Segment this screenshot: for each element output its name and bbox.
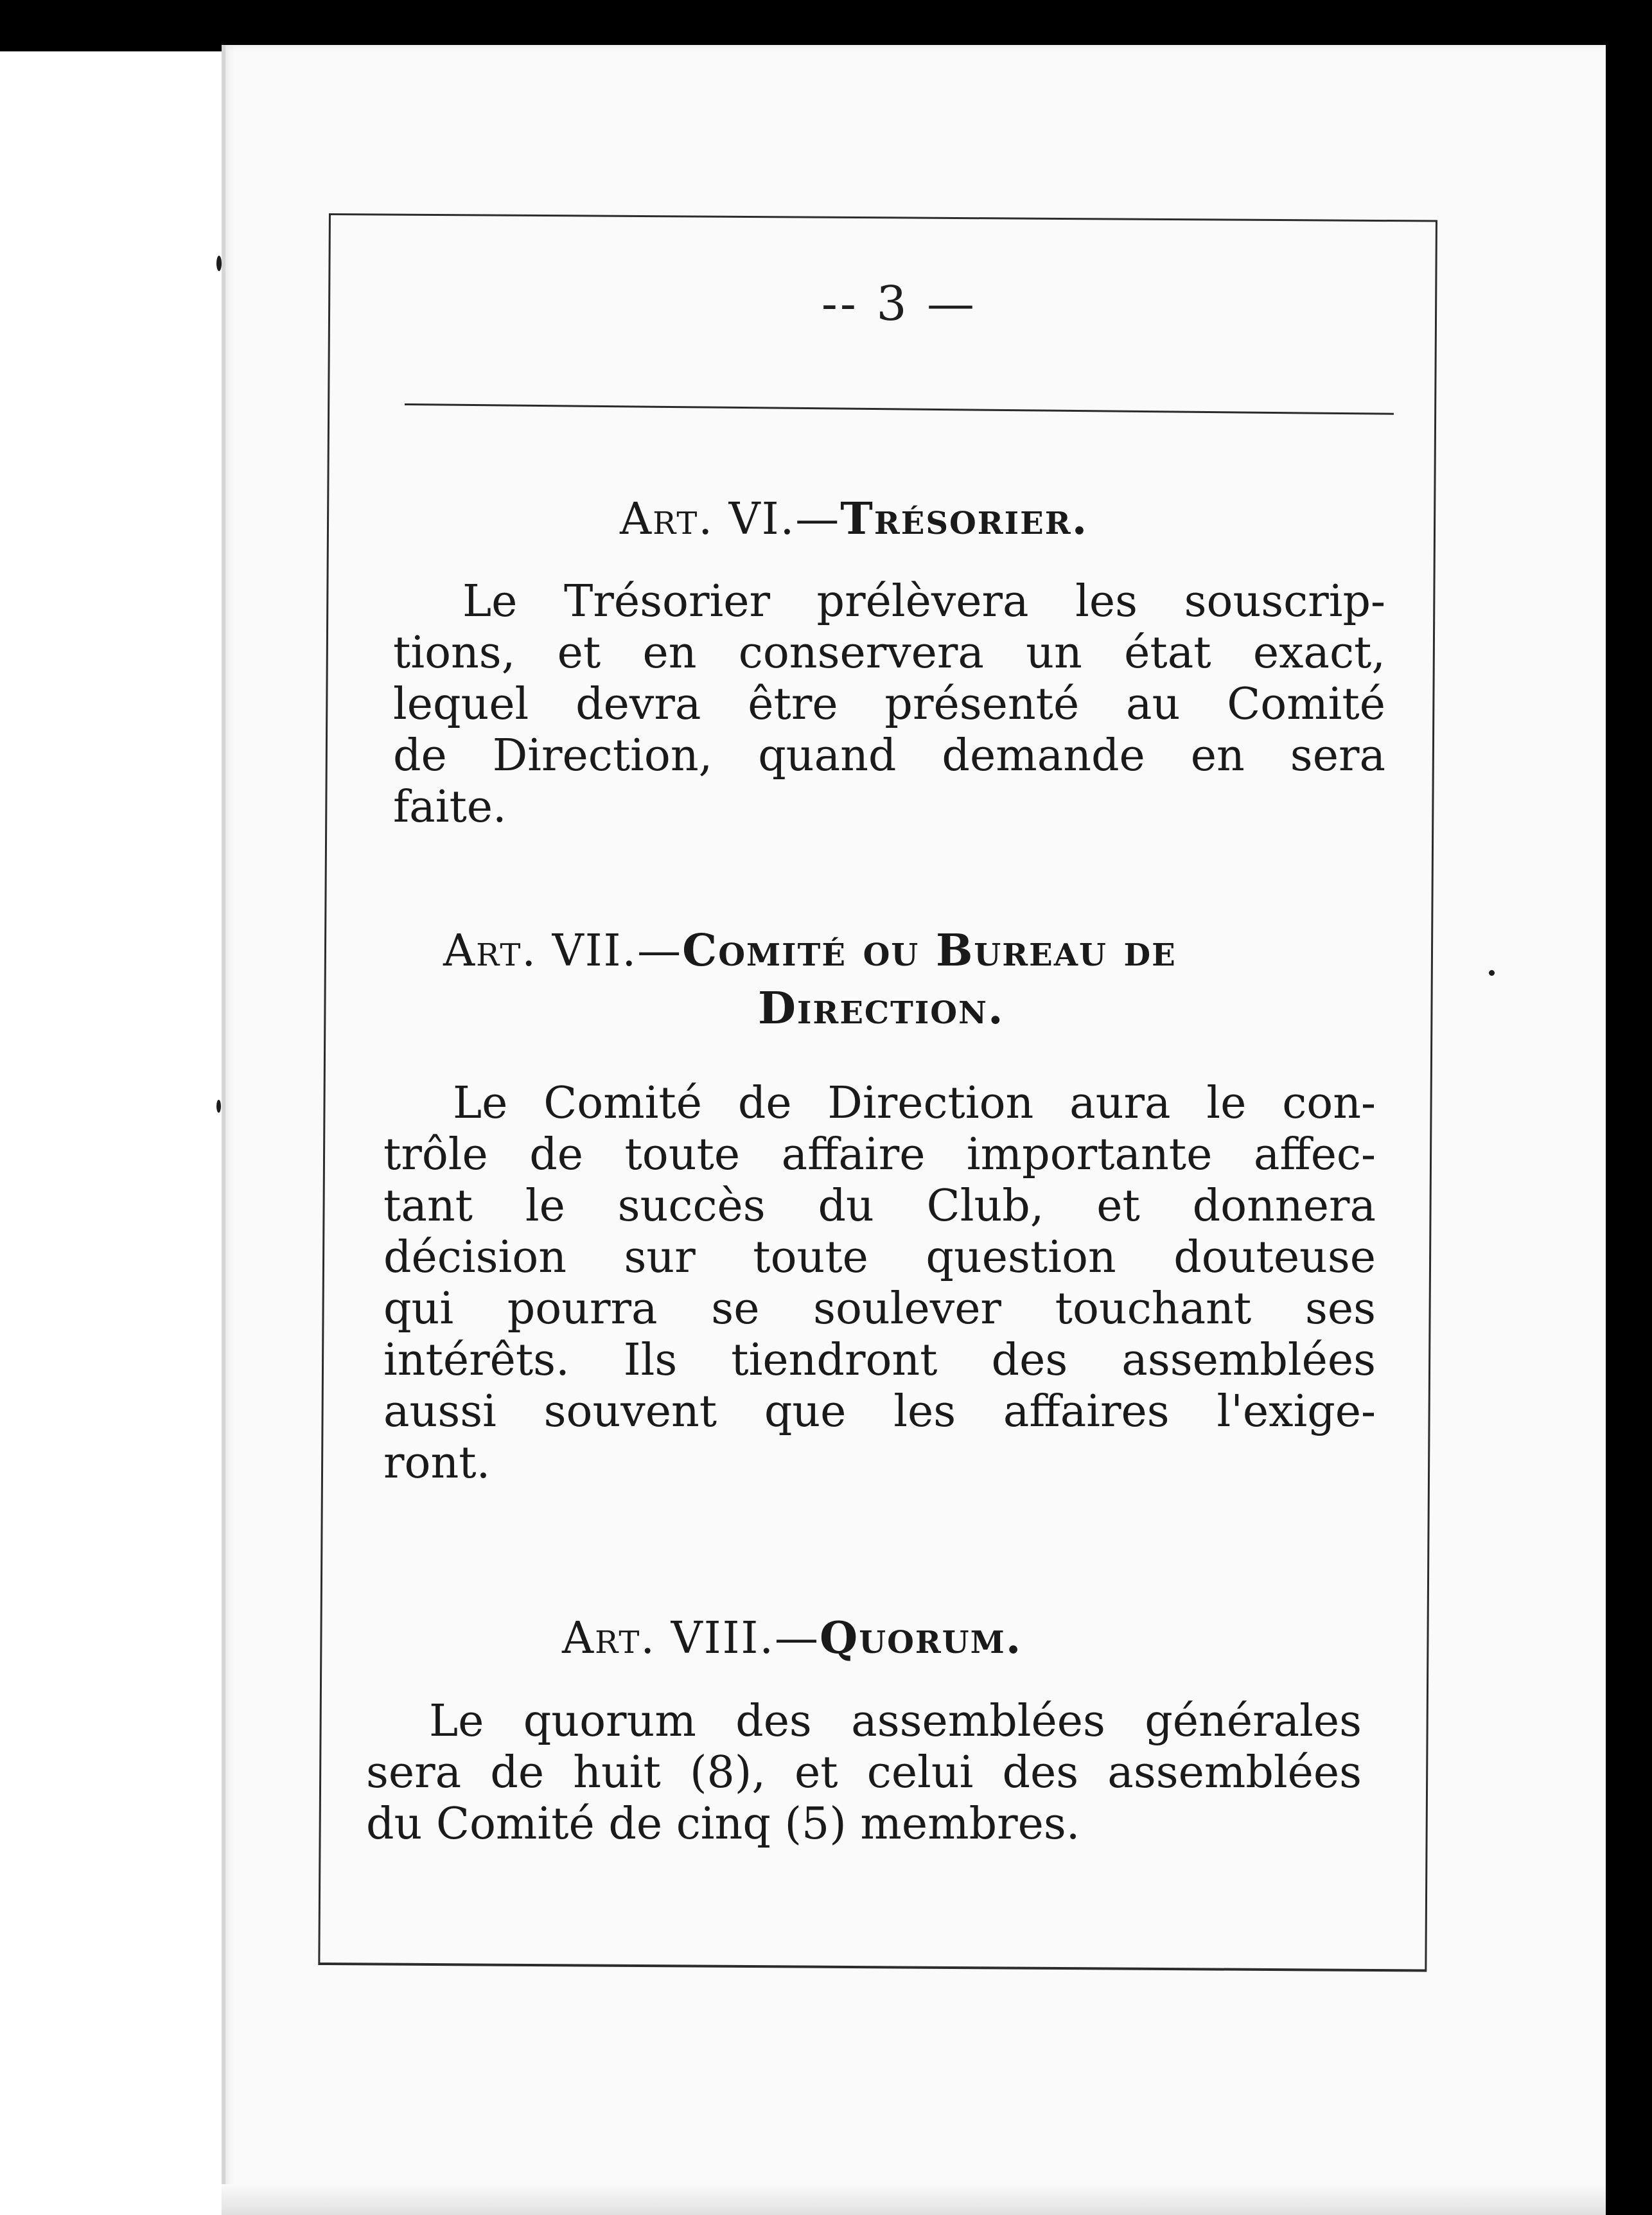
article-title: Quorum. (819, 1612, 1023, 1664)
article-heading (562, 1612, 1022, 1664)
page-fold-shadow (222, 45, 225, 2215)
paragraph-line: Le Comité de Direction aura le con- (453, 1078, 1376, 1129)
article-heading (443, 925, 1177, 976)
paragraph-line: du Comité de cinq (5) membres. (366, 1799, 1080, 1849)
paragraph-line: trôle de toute affaire importante affec- (383, 1129, 1376, 1180)
scan-speck (1489, 970, 1495, 976)
paragraph-line: de Direction, quand demande en sera (393, 730, 1385, 781)
paragraph-line: sera de huit (8), et celui des assemblées (366, 1747, 1362, 1798)
article-number: Art. VI.— (620, 494, 841, 545)
article-title-continued: Direction. (758, 983, 1005, 1034)
article-number: Art. VIII.— (562, 1613, 820, 1664)
article-paragraph (366, 1696, 1362, 1850)
article-heading-continued (758, 983, 1005, 1034)
page-number: -- 3 — (821, 276, 978, 331)
paragraph-line: Le quorum des assemblées générales (429, 1696, 1362, 1747)
paragraph-line: tant le succès du Club, et donnera (383, 1181, 1376, 1231)
paragraph-line: lequel devra être présenté au Comité (393, 679, 1385, 730)
paragraph-line: intérêts. Ils tiendront des assemblées (383, 1335, 1376, 1386)
scanner-right-edge (1606, 0, 1652, 2215)
paragraph-line: décision sur toute question douteuse (383, 1232, 1376, 1283)
article-heading (620, 493, 1088, 545)
paragraph-line: faite. (393, 782, 507, 833)
scan-speck (216, 1100, 221, 1113)
page-bottom-shade (222, 2184, 1606, 2215)
paragraph-line: ront. (383, 1438, 491, 1488)
paragraph-line: aussi souvent que les affaires l'exige- (383, 1386, 1376, 1437)
article-paragraph (383, 1078, 1376, 1489)
article-title: Comité ou Bureau de (682, 925, 1177, 976)
paragraph-line: tions, et en conservera un état exact, (393, 628, 1385, 678)
article-paragraph (393, 576, 1385, 833)
article-number: Art. VII.— (443, 926, 683, 976)
scan-speck (216, 256, 222, 271)
paragraph-line: qui pourra se soulever touchant ses (383, 1284, 1376, 1334)
paragraph-line: Le Trésorier prélèvera les souscrip- (462, 576, 1385, 627)
article-title: Trésorier. (840, 493, 1089, 545)
scan-left-margin (0, 51, 230, 2215)
